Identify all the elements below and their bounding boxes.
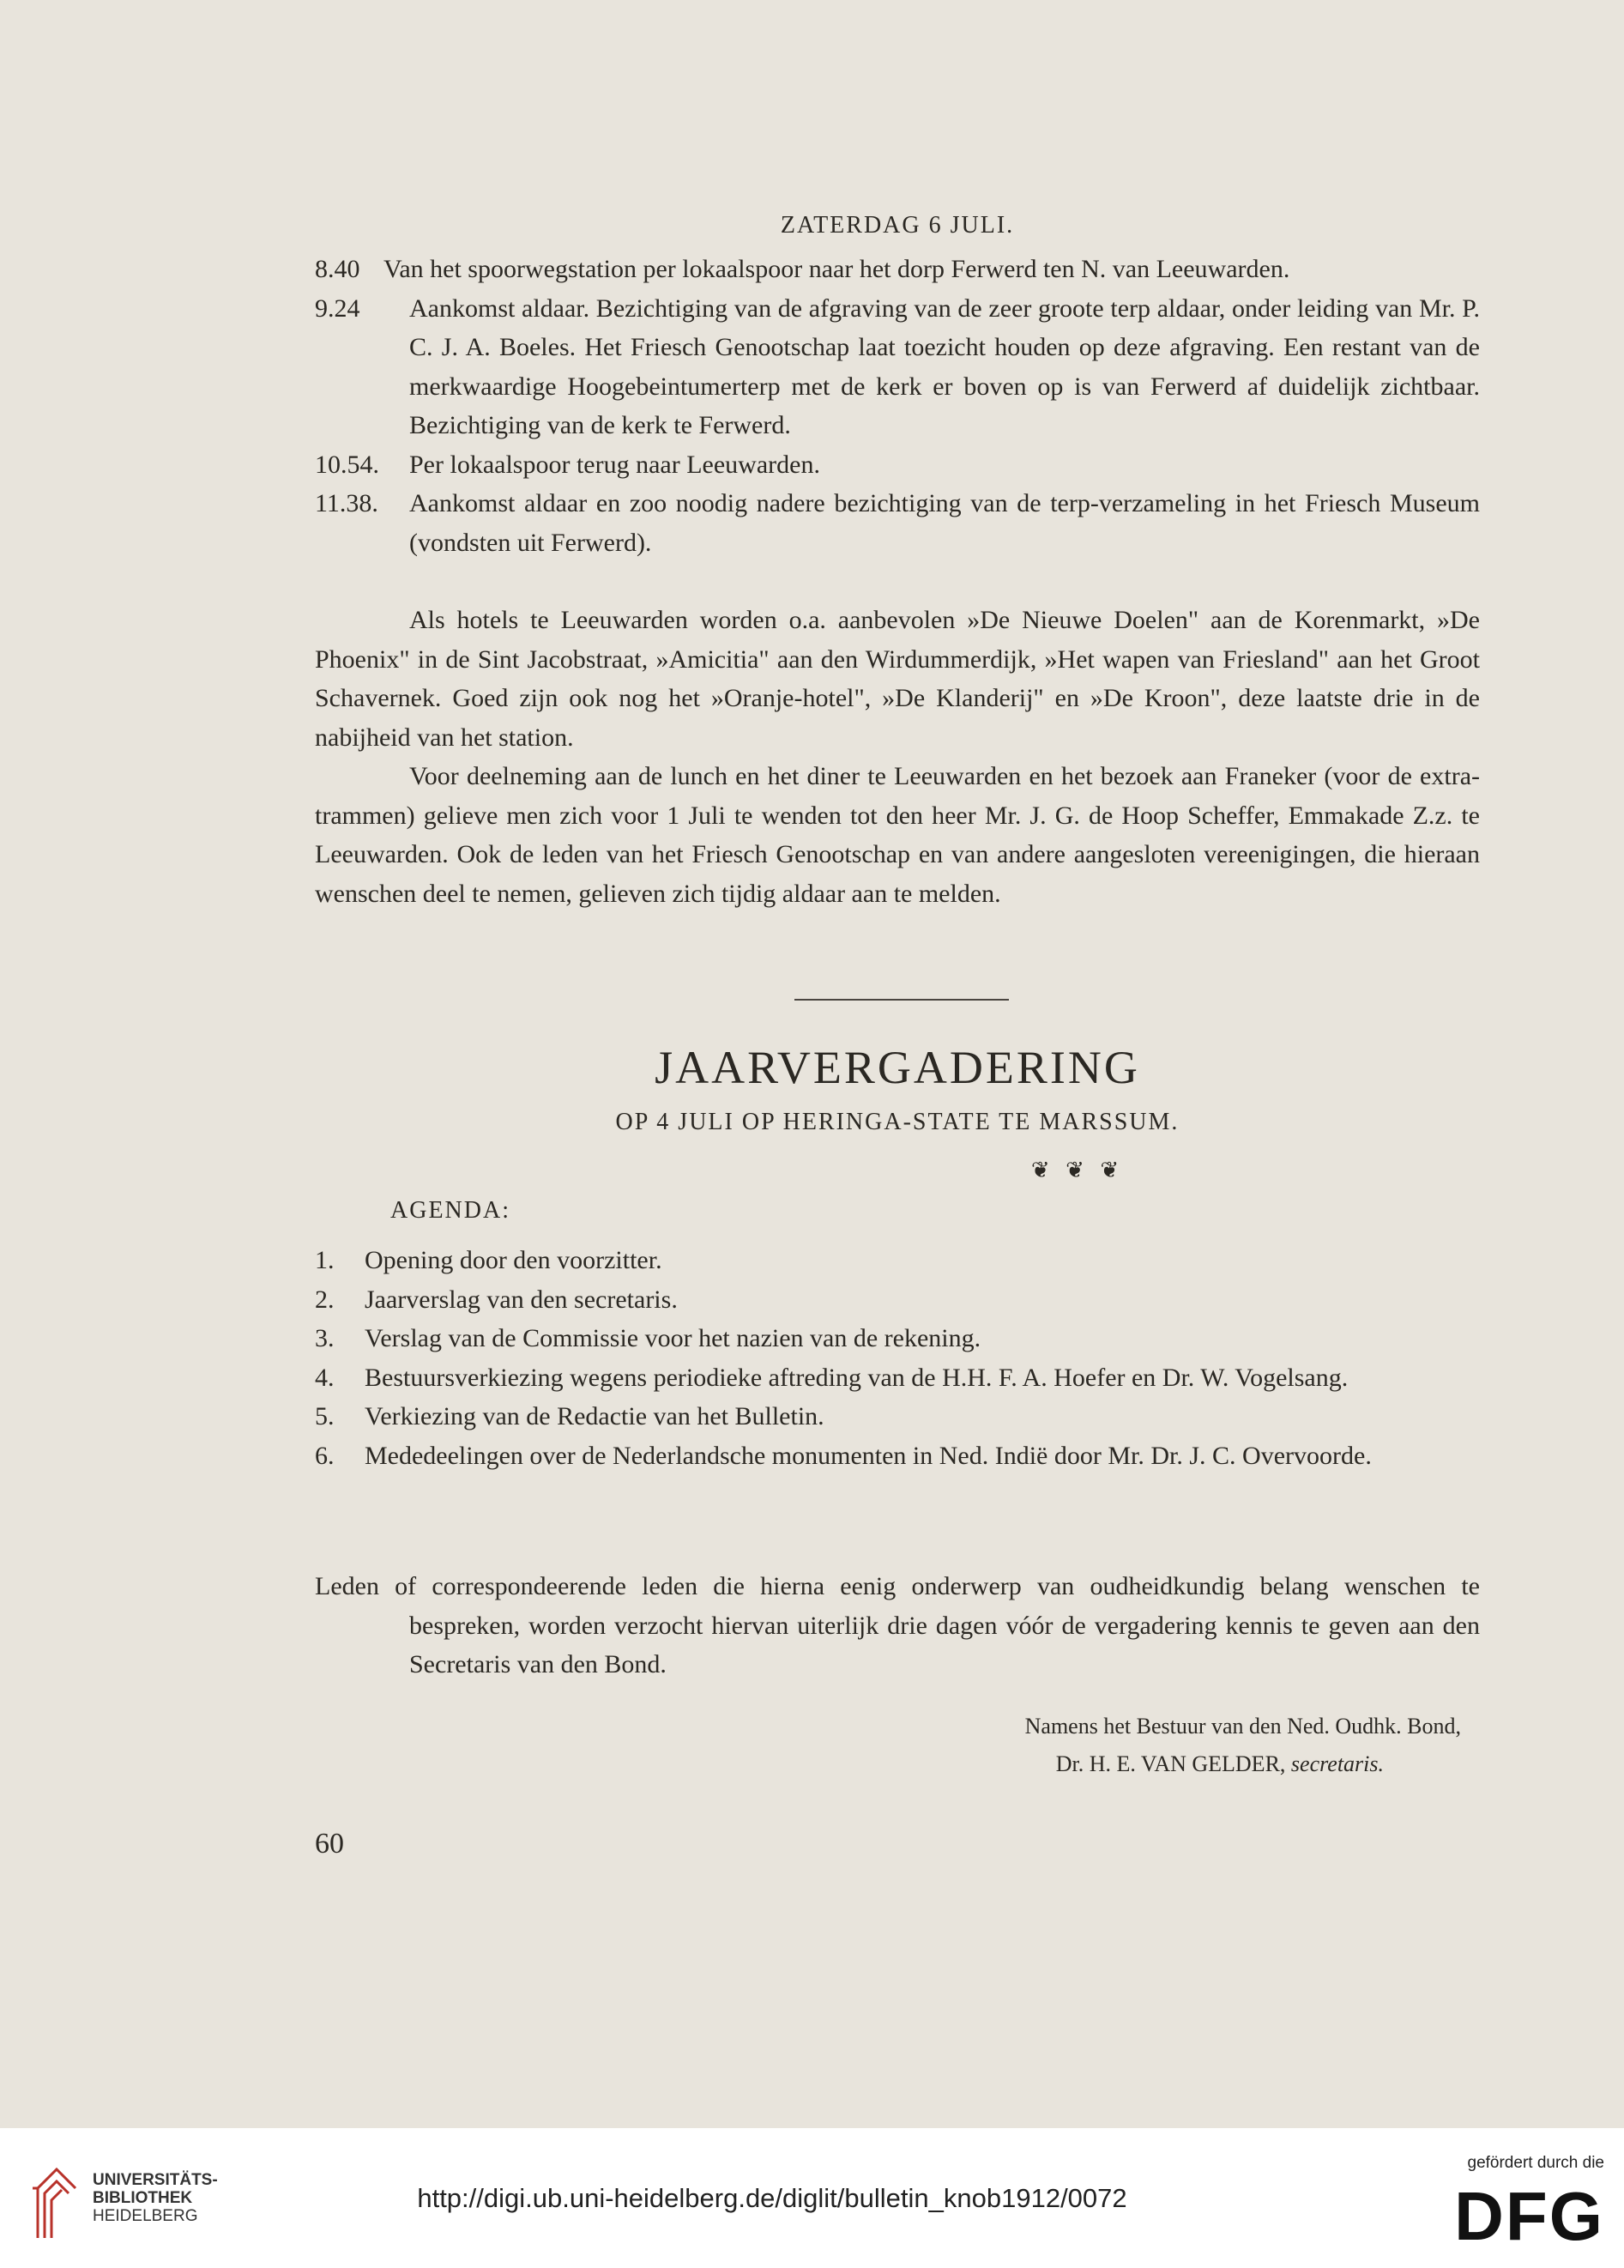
agenda-number: 4. [315,1363,335,1392]
schedule-entry [315,445,1480,485]
hotels-paragraph: Als hotels te Leeuwarden worden o.a. aanbevolen »De Nieuwe Doelen" aan de Korenmarkt, »De Phoenix" in de Sint Jacobstraat, »Amicitia" aan den Wirdummerdijk, »Het wapen van Friesland" aan het Groot Schavernek. Goed zijn ook nog het »Oranje-hotel", »De Klanderij" en »De Kroon", deze laatste drie in de nabijheid van het station. [315,606,1480,752]
library-name-line: BIBLIOTHEK [93,2189,193,2207]
agenda-item [315,1358,1480,1398]
agenda-number: 2. [315,1285,335,1314]
library-name-line: HEIDELBERG [93,2207,198,2225]
section-subtitle: OP 4 JULI OP HERINGA-STATE TE MARSSUM. [615,1109,1180,1135]
dfg-logo: DFG [1454,2178,1604,2254]
page-number: 60 [315,1828,344,1860]
agenda-text: Verkiezing van de Redactie van het Bulletin. [365,1402,824,1430]
agenda-item [315,1280,1480,1320]
agenda-item [315,1397,1480,1436]
agenda-list [315,1241,1480,1475]
agenda-text: Mededeelingen over de Nederlandsche monumenten in Ned. Indië door Mr. Dr. J. C. Overvoorde. [365,1441,1372,1470]
agenda-item [315,1319,1480,1358]
agenda-text: Bestuursverkiezing wegens periodieke aftreding van de H.H. F. A. Hoefer en Dr. W. Vogelsang. [365,1363,1349,1392]
schedule-time: 8.40 [315,255,360,283]
agenda-number: 1. [315,1246,335,1274]
schedule-entry [315,250,1480,289]
funding-note: gefördert durch die [1467,2154,1604,2172]
agenda-number: 3. [315,1324,335,1352]
note-block [315,1567,1480,1684]
schedule-time: 11.38. [315,489,378,517]
schedule-text: Per lokaalspoor terug naar Leeuwarden. [409,450,820,479]
agenda-item [315,1241,1480,1280]
signature-block [315,1708,1480,1783]
agenda-label: AGENDA: [390,1197,510,1224]
schedule-entry [315,484,1480,562]
agenda-text: Verslag van de Commissie voor het nazien van de rekening. [365,1324,981,1352]
registration-paragraph: Voor deelneming aan de lunch en het diner te Leeuwarden en het bezoek aan Franeker (voor de extra-trammen) gelieve men zich voor 1 Juli te wenden tot den heer Mr. J. G. de Hoop Scheffer, Emmakade Z.z. te Leeuwarden. Ook de leden van het Friesch Genootschap en van andere aangesloten vereenigingen, die hieraan wenschen deel te nemen, gelieven zich tijdig aldaar aan te melden. [315,762,1480,908]
program-schedule [315,250,1480,562]
signature-role: secretaris. [1290,1751,1384,1776]
digitization-footer [0,2128,1624,2268]
note-paragraph: Leden of correspondeerende leden die hierna eenig onderwerp van oudheidkundig belang wenschen te bespreken, worden verzocht hiervan uiterlijk drie dagen vóór de vergadering kennis te geven aan den Secretaris van den Bond. [315,1572,1480,1678]
section-divider [794,999,1009,1001]
schedule-entry [315,289,1480,445]
permalink-url[interactable]: http://digi.ub.uni-heidelberg.de/diglit/bulletin_knob1912/0072 [417,2183,1127,2213]
agenda-number: 5. [315,1402,335,1430]
schedule-time: 9.24 [315,293,360,323]
agenda-number: 6. [315,1441,335,1470]
library-logo-icon [31,2162,82,2240]
agenda-text: Opening door den voorzitter. [365,1246,662,1274]
schedule-text: Aankomst aldaar en zoo noodig nadere bezichtiging van de terp-verzameling in het Friesch Museum (vondsten uit Ferwerd). [409,489,1480,557]
signature-name-line [315,1745,1461,1783]
section-title: JAARVERGADERING [655,1042,1140,1093]
body-paragraphs [315,601,1480,913]
library-name [93,2171,264,2225]
ornament-icon: ❦ ❦ ❦ [1030,1158,1125,1182]
schedule-text: Van het spoorwegstation per lokaalspoor naar het dorp Ferwerd ten N. van Leeuwarden. [383,255,1290,283]
agenda-text: Jaarverslag van den secretaris. [365,1285,678,1314]
schedule-text: Aankomst aldaar. Bezichtiging van de afgraving van de zeer groote terp aldaar, onder leiding van Mr. P. C. J. A. Boeles. Het Friesch Genootschap laat toezicht houden op deze afgraving. Een restant van de merkwaardige Hoogebeintumerterp met de kerk er boven op is van Ferwerd af duidelijk zichtbaar. Bezichtiging van de kerk te Ferwerd. [409,293,1480,439]
signature-name: Dr. H. E. VAN GELDER, [1055,1751,1286,1776]
library-name-line: UNIVERSITÄTS- [93,2171,218,2189]
schedule-time: 10.54. [315,450,379,479]
signature-line: Namens het Bestuur van den Ned. Oudhk. Bond, [1024,1714,1461,1739]
agenda-item [315,1436,1480,1476]
running-head: ZATERDAG 6 JULI. [780,212,1015,239]
